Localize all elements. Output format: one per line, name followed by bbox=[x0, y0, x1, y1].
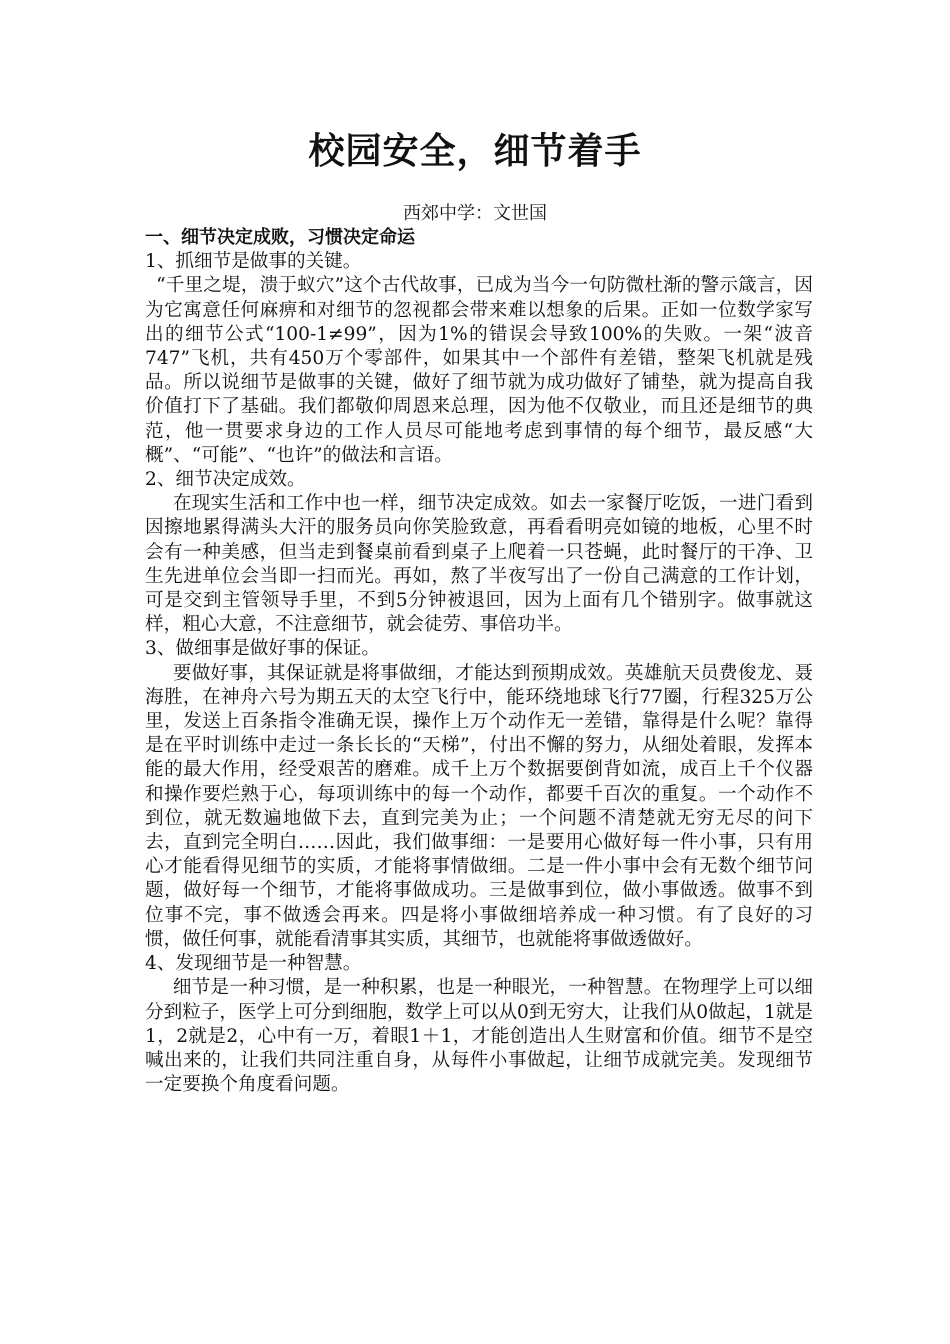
document-author: 西郊中学：文世国 bbox=[403, 203, 547, 224]
subsection-heading-4: 4、发现细节是一种智慧。 bbox=[145, 953, 362, 975]
document-title: 校园安全，细节着手 bbox=[308, 131, 642, 172]
document-body bbox=[145, 226, 813, 1097]
paragraph-2: 在现实生活和工作中也一样，细节决定成效。如去一家餐厅吃饭，一进门看到因擦地累得满头大汗的服务员向你笑脸致意，再看看明亮如镜的地板，心里不时会有一种美感，但当走到餐桌前看到桌子上爬着一只苍蝇，此时餐厅的干净、卫生先进单位会当即一扫而光。再如，熬了半夜写出了一份自己满意的工作计划，可是交到主管领导手里，不到5分钟被退回，因为上面有几个错别字。做事就这样，粗心大意，不注意细节，就会徒劳、事倍功半。 bbox=[145, 493, 813, 636]
subsection-heading-3: 3、做细事是做好事的保证。 bbox=[145, 638, 380, 660]
paragraph-4: 细节是一种习惯，是一种积累，也是一种眼光，一种智慧。在物理学上可以细分到粒子，医学上可分到细胞，数学上可以从0到无穷大，让我们从0做起，1就是1，2就是2，心中有一万，着眼1＋1，才能创造出人生财富和价值。细节不是空喊出来的，让我们共同注重自身，从每件小事做起，让细节成就完美。发现细节一定要换个角度看问题。 bbox=[145, 977, 813, 1096]
paragraph-1: “千里之堤，溃于蚁穴”这个古代故事，已成为当今一句防微杜渐的警示箴言，因为它寓意任何麻痹和对细节的忽视都会带来难以想象的后果。正如一位数学家写出的细节公式“100-1≠99”，因为1%的错误会导致100%的失败。一架“波音747”飞机，共有450万个零部件，如果其中一个部件有差错，整架飞机就是残品。所以说细节是做事的关键，做好了细节就为成功做好了铺垫，就为提高自我价值打下了基础。我们都敬仰周恩来总理，因为他不仅敬业，而且还是细节的典范，他一贯要求身边的工作人员尽可能地考虑到事情的每个细节，最反感“大概”、“可能”、“也许”的做法和言语。 bbox=[145, 275, 813, 466]
subsection-heading-1: 1、抓细节是做事的关键。 bbox=[145, 251, 362, 273]
subsection-heading-2: 2、细节决定成效。 bbox=[145, 469, 306, 491]
section-heading: 一、细节决定成败，习惯决定命运 bbox=[145, 227, 415, 248]
paragraph-3: 要做好事，其保证就是将事做细，才能达到预期成效。英雄航天员费俊龙、聂海胜，在神舟六号为期五天的太空飞行中，能环绕地球飞行77圈，行程325万公里，发送上百条指令准确无误，操作上万个动作无一差错，靠得是什么呢？靠得是在平时训练中走过一条长长的“天梯”，付出不懈的努力，从细处着眼，发挥本能的最大作用，经受艰苦的磨难。成千上万个数据要倒背如流，成百上千个仪器和操作要烂熟于心，每项训练中的每一个动作，都要千百次的重复。一个动作不到位，就无数遍地做下去，直到完美为止；一个问题不清楚就无穷无尽的问下去，直到完全明白……因此，我们做事细：一是要用心做好每一件小事，只有用心才能看得见细节的实质，才能将事情做细。二是一件小事中会有无数个细节问题，做好每一个细节，才能将事做成功。三是做事到位，做小事做透。做事不到位事不完，事不做透会再来。四是将小事做细培养成一种习惯。有了良好的习惯，做任何事，就能看清事其实质，其细节，也就能将事做透做好。 bbox=[145, 662, 813, 950]
